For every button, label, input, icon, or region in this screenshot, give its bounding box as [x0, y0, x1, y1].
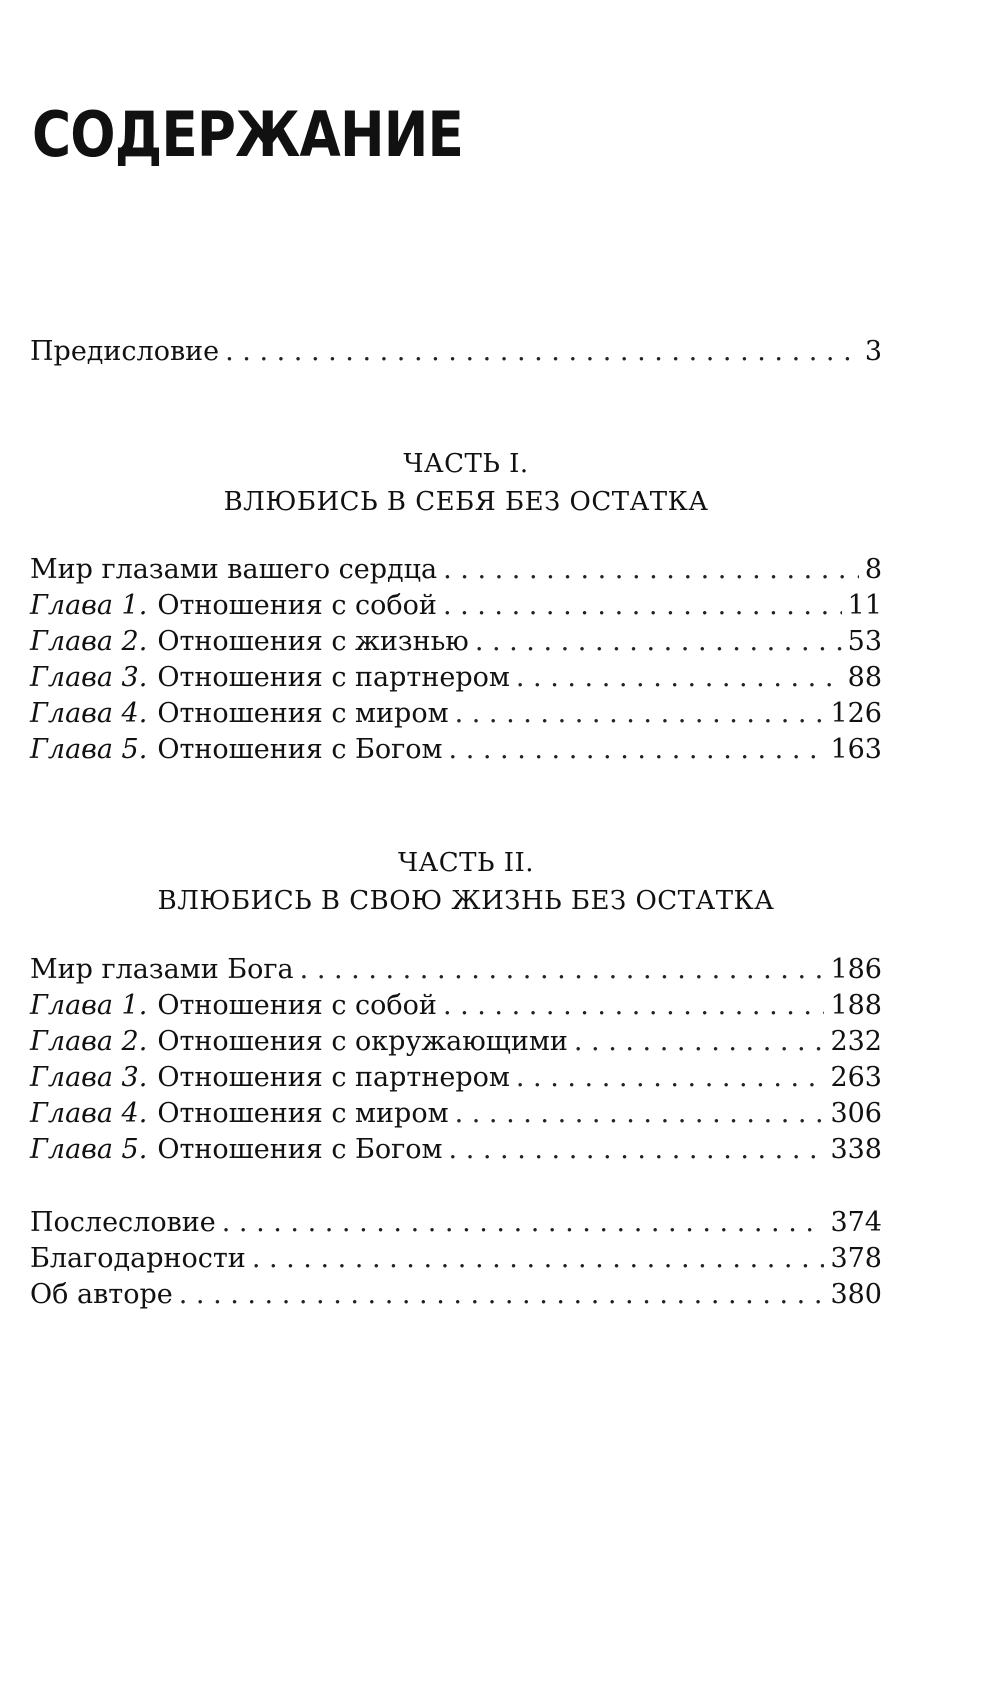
entry-title: Отношения с Богом [157, 734, 443, 765]
entry-page-number: 186 [830, 954, 882, 985]
dot-leader [219, 334, 859, 370]
toc-entry[interactable] [30, 1024, 882, 1060]
toc-entry[interactable] [30, 1132, 882, 1168]
dot-leader [510, 1060, 825, 1096]
entry-chapter-label: Глава 4. [30, 1098, 148, 1129]
entry-page-number: 126 [830, 698, 882, 729]
toc-entry[interactable] [30, 624, 882, 660]
entry-chapter-label: Глава 1. [30, 990, 148, 1021]
entry-title: Благодарности [30, 1243, 246, 1274]
toc-entry[interactable] [30, 696, 882, 732]
dot-leader [216, 1205, 825, 1241]
toc-entry[interactable] [30, 1096, 882, 1132]
entry-title: Отношения с жизнью [157, 626, 469, 657]
part-1-title: ВЛЮБИСЬ В СЕБЯ БЕЗ ОСТАТКА [223, 487, 709, 517]
entry-page-number: 188 [830, 990, 882, 1021]
toc-entry-preface[interactable] [30, 334, 882, 370]
entry-title: Отношения с партнером [157, 1062, 510, 1093]
entry-chapter-label: Глава 2. [30, 1026, 148, 1057]
toc-entry[interactable] [30, 988, 882, 1024]
entry-chapter-label: Глава 2. [30, 626, 148, 657]
entry-title: Отношения с партнером [157, 662, 510, 693]
dot-leader [443, 1132, 825, 1168]
part-2-title: ВЛЮБИСЬ В СВОЮ ЖИЗНЬ БЕЗ ОСТАТКА [157, 886, 775, 916]
entry-title: Отношения с миром [157, 1098, 449, 1129]
entry-title: Мир глазами Бога [30, 954, 294, 985]
dot-leader [469, 624, 842, 660]
dot-leader [437, 552, 859, 588]
entry-chapter-label: Глава 5. [30, 1134, 148, 1165]
entry-title: Отношения с Богом [157, 1134, 443, 1165]
entry-title: Предисловие [30, 336, 220, 367]
entry-chapter-label: Глава 3. [30, 662, 148, 693]
entry-chapter-label: Глава 5. [30, 734, 148, 765]
part-2-label: ЧАСТЬ II. [397, 848, 535, 878]
entry-page-number: 88 [847, 662, 882, 693]
dot-leader [173, 1277, 825, 1313]
entry-page-number: 11 [847, 590, 882, 621]
entry-page-number: 378 [830, 1243, 882, 1274]
entry-title: Отношения с окружающими [157, 1026, 568, 1057]
entry-title: Отношения с миром [157, 698, 449, 729]
dot-leader [437, 588, 842, 624]
entry-page-number: 306 [830, 1098, 882, 1129]
entry-chapter-label: Глава 3. [30, 1062, 148, 1093]
part-1-heading [0, 445, 1000, 521]
entry-page-number: 3 [864, 336, 882, 367]
toc-entry[interactable] [30, 952, 882, 988]
dot-leader [437, 988, 825, 1024]
toc-entry[interactable] [30, 552, 882, 588]
entry-page-number: 53 [847, 626, 882, 657]
entry-title: Мир глазами вашего сердца [30, 554, 438, 585]
entry-page-number: 338 [830, 1134, 882, 1165]
entry-page-number: 8 [864, 554, 882, 585]
toc-entry[interactable] [30, 1060, 882, 1096]
entry-title: Отношения с собой [157, 590, 437, 621]
page-title: СОДЕРЖАНИЕ [32, 98, 464, 171]
entry-page-number: 380 [830, 1279, 882, 1310]
toc-entry-afterword[interactable] [30, 1205, 882, 1241]
dot-leader [246, 1241, 825, 1277]
toc-entry[interactable] [30, 660, 882, 696]
part-2-heading [0, 844, 1000, 920]
entry-page-number: 374 [830, 1207, 882, 1238]
dot-leader [449, 696, 825, 732]
entry-page-number: 232 [830, 1026, 882, 1057]
dot-leader [294, 952, 825, 988]
entry-page-number: 163 [830, 734, 882, 765]
entry-chapter-label: Глава 1. [30, 590, 148, 621]
toc-entry-acknowledgements[interactable] [30, 1241, 882, 1277]
dot-leader [449, 1096, 825, 1132]
toc-entry-about-author[interactable] [30, 1277, 882, 1313]
toc-entry[interactable] [30, 588, 882, 624]
entry-title: Послесловие [30, 1207, 216, 1238]
entry-title: Отношения с собой [157, 990, 437, 1021]
entry-chapter-label: Глава 4. [30, 698, 148, 729]
entry-title: Об авторе [30, 1279, 173, 1310]
dot-leader [568, 1024, 825, 1060]
dot-leader [443, 732, 825, 768]
toc-entry[interactable] [30, 732, 882, 768]
dot-leader [510, 660, 842, 696]
part-1-label: ЧАСТЬ I. [403, 449, 529, 479]
entry-page-number: 263 [830, 1062, 882, 1093]
